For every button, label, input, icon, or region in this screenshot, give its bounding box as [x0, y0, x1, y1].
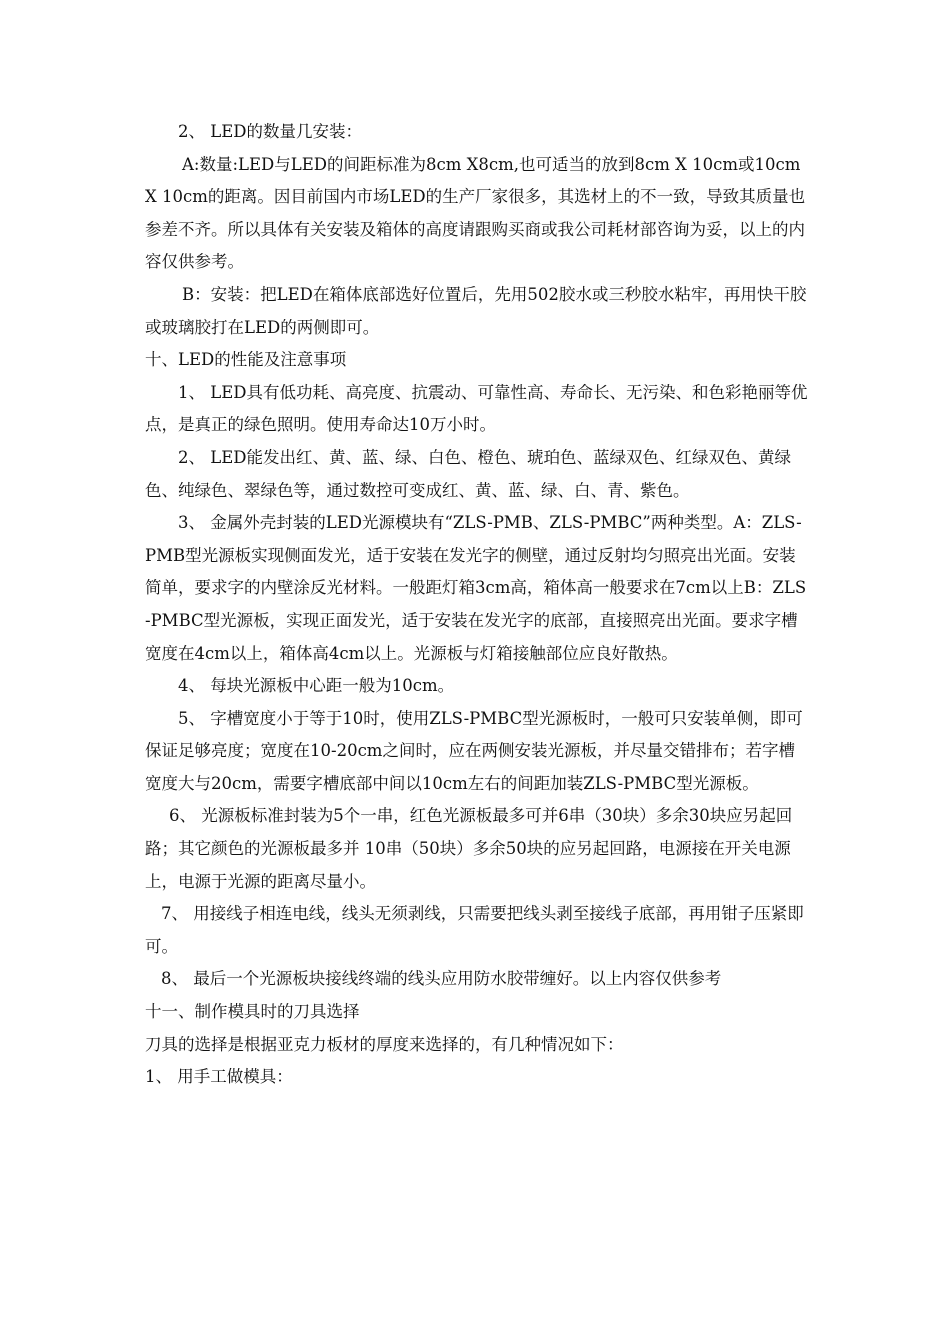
paragraph-item-3: 3、 金属外壳封装的LED光源模块有“ZLS-PMB、ZLS-PMBC”两种类型。A：ZLS-PMB型光源板实现侧面发光，适于安装在发光字的侧壁，通过反射均匀照亮出光面。安装简单，要求字的内壁涂反光材料。一般距灯箱3cm高，箱体高一般要求在7cm以上B：ZLS-PMBC型光源板，实现正面发光，适于安装在发光字的底部，直接照亮出光面。要求字槽宽度在4cm以上，箱体高4cm以上。光源板与灯箱接触部位应良好散热。 [145, 513, 807, 663]
paragraph-item-1: 1、 LED具有低功耗、高亮度、抗震动、可靠性高、寿命长、无污染、和色彩艳丽等优点，是真正的绿色照明。使用寿命达10万小时。 [145, 382, 808, 435]
document-body [145, 116, 810, 1094]
paragraph-item-6: 6、 光源板标准封装为5个一串，红色光源板最多可并6串（30块）多余30块应另起回路；其它颜色的光源板最多并 10串（50块）多余50块的应另起回路，电源接在开关电源上，电源于光源的距离尽量小。 [145, 806, 793, 891]
paragraph-item-8: 8、 最后一个光源板块接线终端的线头应用防水胶带缠好。以上内容仅供参考 [161, 969, 722, 989]
paragraph-item-2: 2、 LED能发出红、黄、蓝、绿、白色、橙色、琥珀色、蓝绿双色、红绿双色、黄绿色、纯绿色、翠绿色等，通过数控可变成红、黄、蓝、绿、白、青、紫色。 [145, 447, 791, 500]
section-heading-tool-selection: 十一、制作模具时的刀具选择 [145, 1002, 360, 1022]
paragraph-tool-intro: 刀具的选择是根据亚克力板材的厚度来选择的，有几种情况如下： [145, 1034, 624, 1054]
paragraph-item-5: 5、 字槽宽度小于等于10时，使用ZLS-PMBC型光源板时，一般可只安装单侧，即可保证足够亮度；宽度在10-20cm之间时，应在两侧安装光源板，并尽量交错排布；若字槽宽度大与20cm，需要字槽底部中间以10cm左右的间距加装ZLS-PMBC型光源板。 [145, 708, 803, 793]
paragraph-led-installation: B：安装：把LED在箱体底部选好位置后，先用502胶水或三秒胶水粘牢，再用快干胶或玻璃胶打在LED的两侧即可。 [145, 284, 807, 337]
section-heading-led-performance: 十、LED的性能及注意事项 [145, 350, 347, 370]
paragraph-led-install-heading: 2、 LED的数量几安装： [178, 122, 362, 141]
paragraph-item-7: 7、 用接线子相连电线，线头无须剥线，只需要把线头剥至接线子底部，再用钳子压紧即可。 [145, 904, 804, 956]
paragraph-led-quantity: A:数量:LED与LED的间距标准为8cm X8cm,也可适当的放到8cm X 10cm或10cm X 10cm的距离。因目前国内市场LED的生产厂家很多，其选材上的不一致，导致其质量也参差不齐。所以具体有关安装及箱体的高度请跟购买商或我公司耗材部咨询为妥，以上的内容仅供参考。 [145, 154, 806, 272]
paragraph-item-4: 4、 每块光源板中心距一般为10cm。 [178, 676, 455, 696]
paragraph-manual-mold: 1、 用手工做模具： [145, 1067, 293, 1087]
